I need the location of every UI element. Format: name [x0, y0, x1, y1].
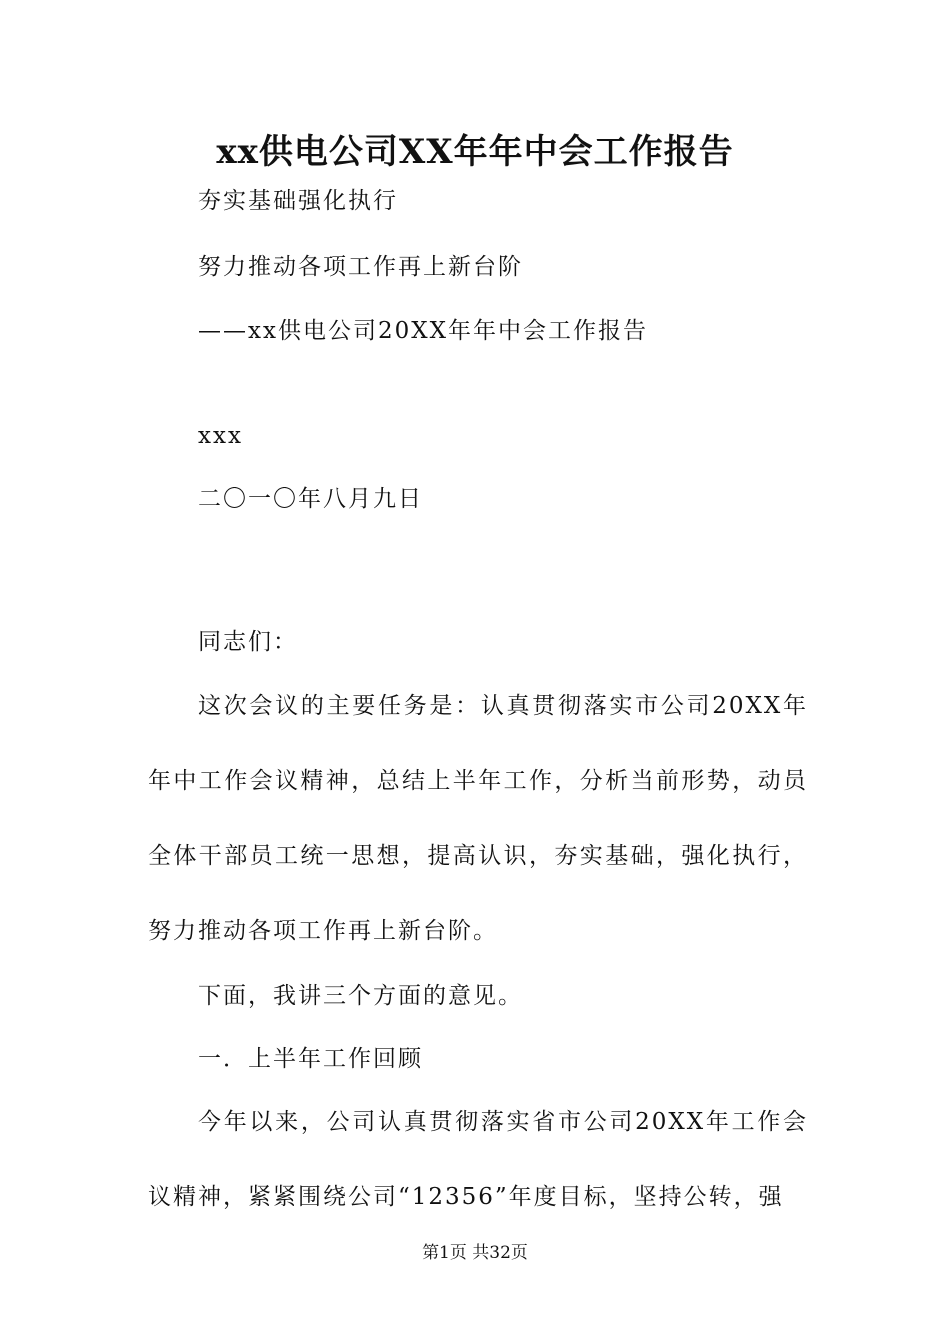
subtitle-line-2: 努力推动各项工作再上新台阶: [198, 254, 523, 280]
document-title: xx供电公司XX年年中会工作报告: [216, 132, 734, 172]
section-heading: 一．上半年工作回顾: [198, 1046, 423, 1072]
page-footer: 第1页 共32页: [422, 1243, 528, 1263]
body-paragraph-1: 这次会议的主要任务是：认真贯彻落实市公司20XX年年中工作会议精神，总结上半年工作，分析当前形势，动员全体干部员工统一思想，提高认识，夯实基础，强化执行，努力推动各项工作再上新台阶。: [148, 693, 808, 944]
subtitle-line-3: ——xx供电公司20XX年年中会工作报告: [198, 318, 648, 344]
salutation: 同志们：: [198, 629, 298, 655]
author-name: xxx: [198, 423, 243, 449]
body-paragraph-2: 下面，我讲三个方面的意见。: [198, 983, 523, 1009]
body-paragraph-3: 今年以来，公司认真贯彻落实省市公司20XX年工作会议精神，紧紧围绕公司“12356”年度目标，坚持公转，强: [148, 1109, 808, 1210]
report-date: 二〇一〇年八月九日: [198, 486, 423, 512]
subtitle-line-1: 夯实基础强化执行: [198, 188, 398, 214]
